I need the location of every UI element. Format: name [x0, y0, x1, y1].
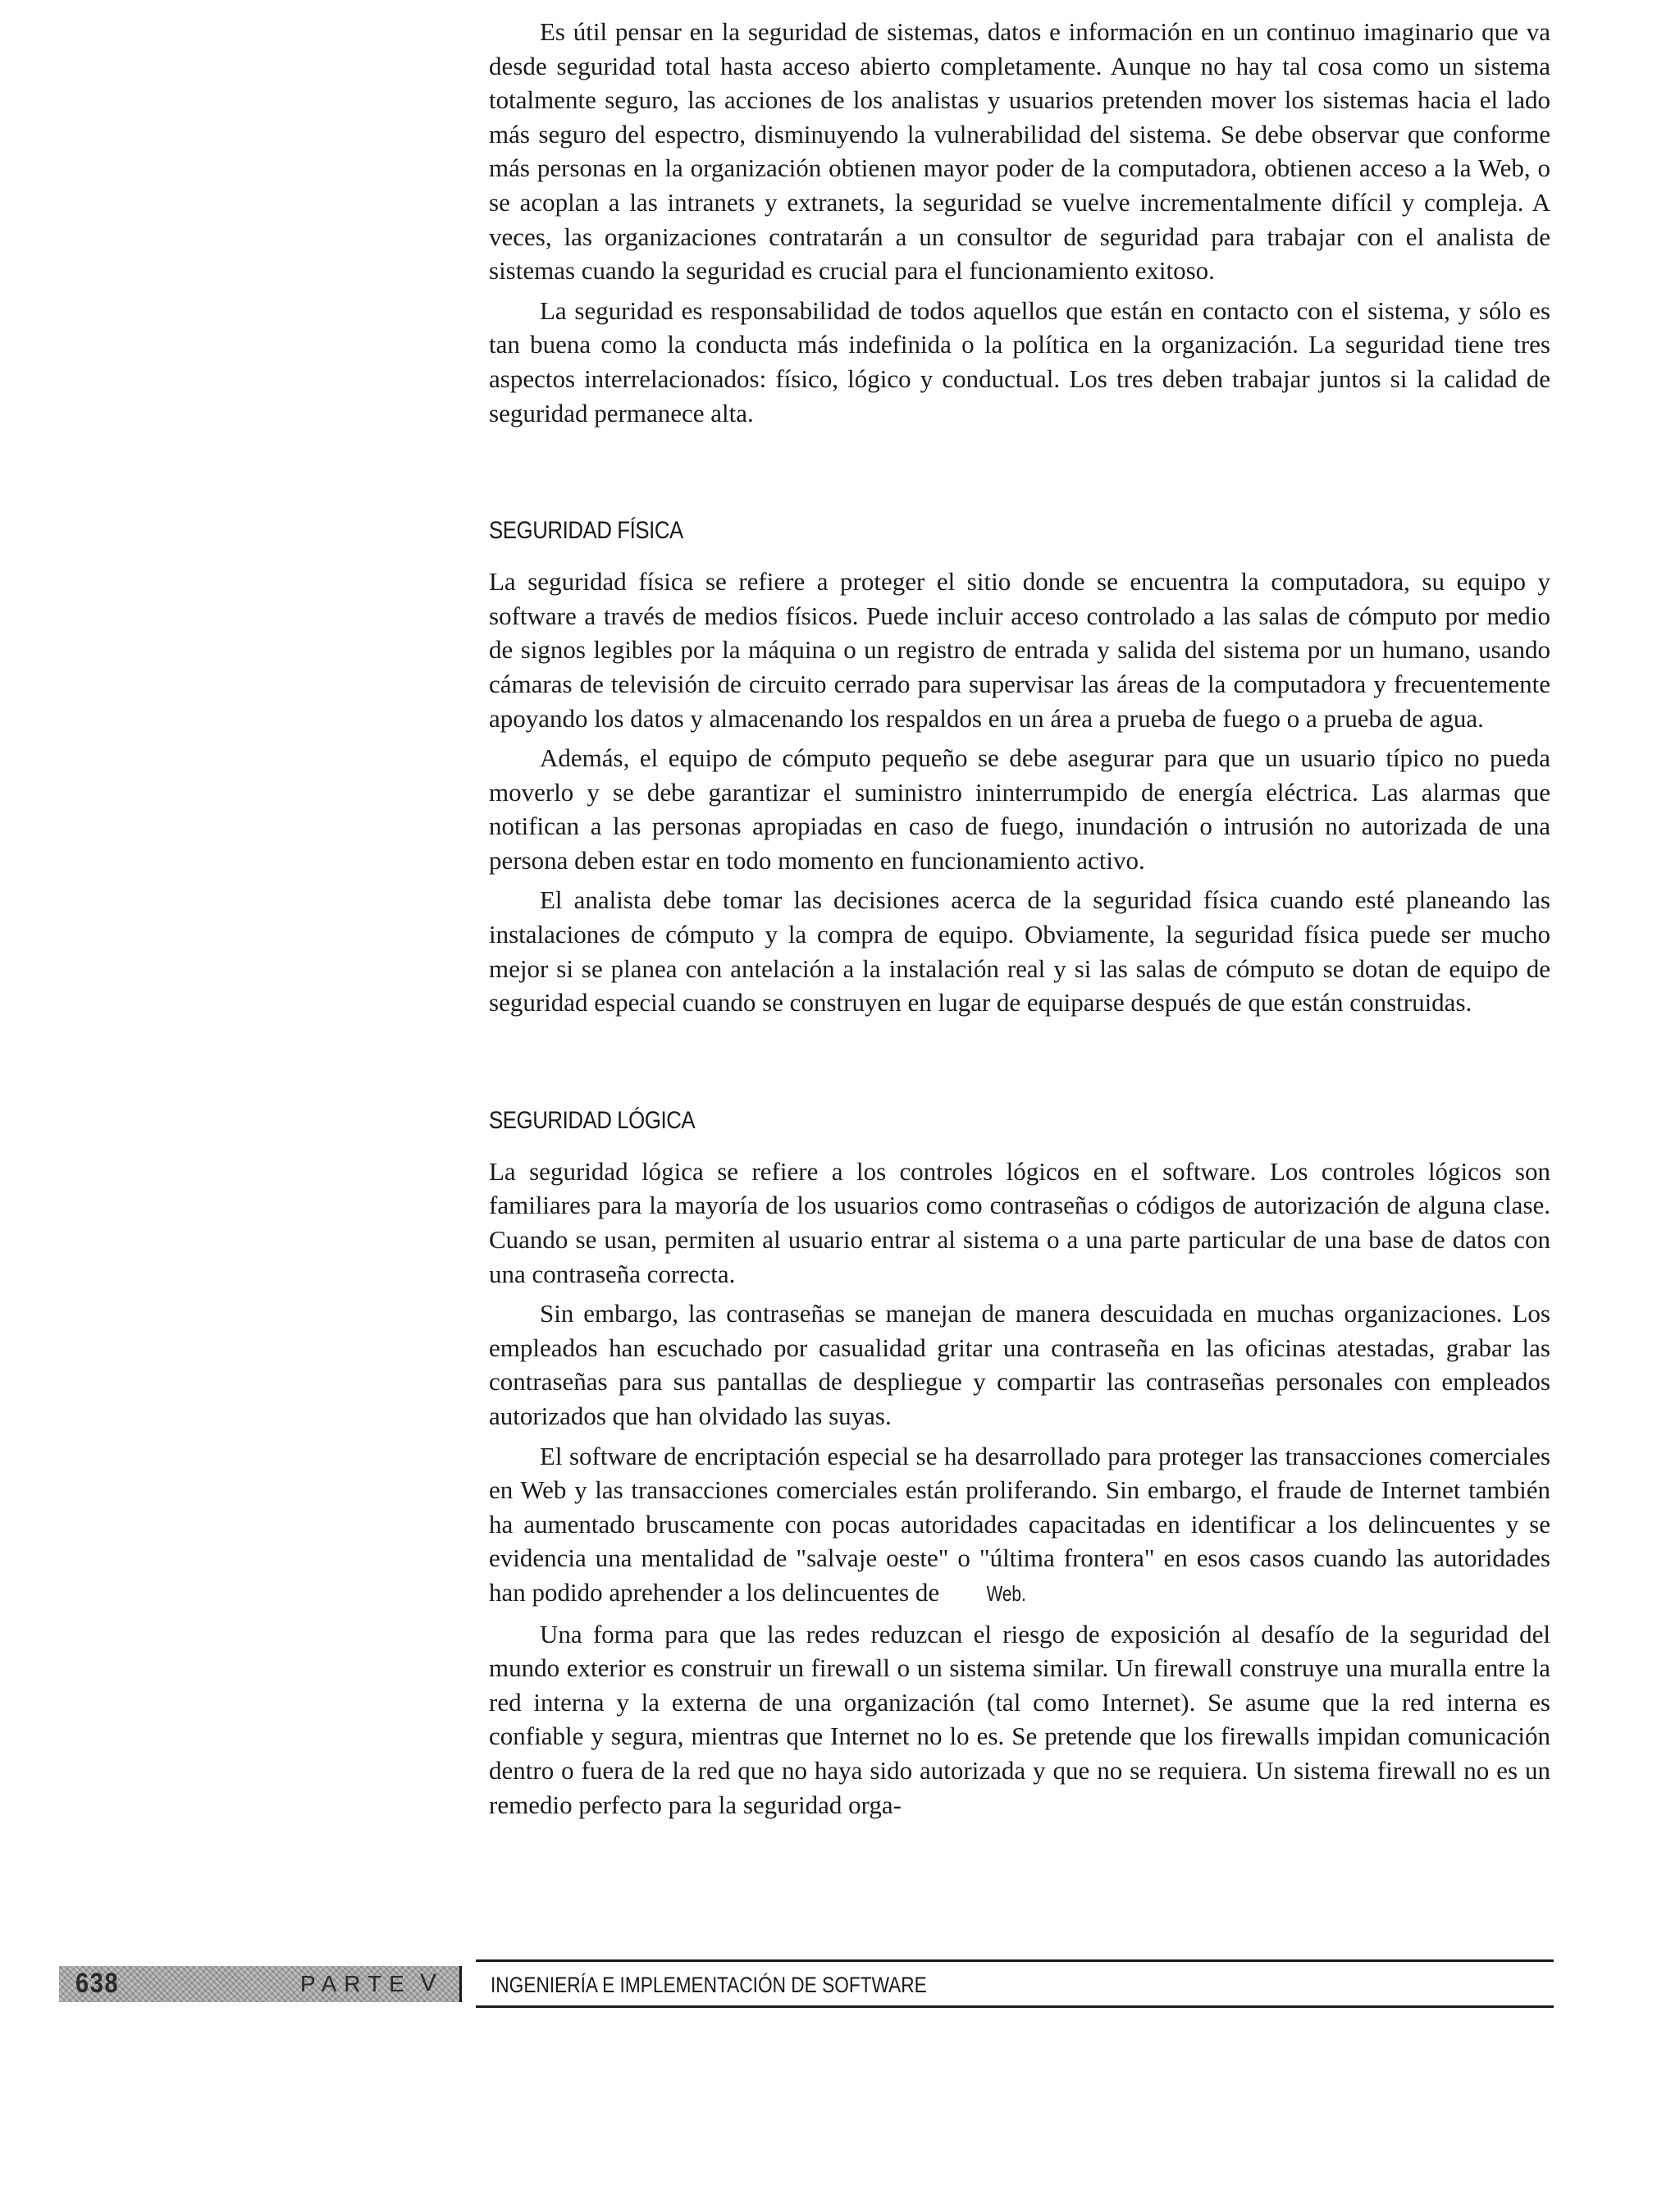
section-heading-seguridad-fisica: SEGURIDAD FÍSICA — [489, 517, 683, 545]
part-number: V — [420, 1969, 440, 1996]
footer-running-title: INGENIERÍA E IMPLEMENTACIÓN DE SOFTWARE — [491, 1973, 927, 1997]
fisica-paragraph-1: La seguridad física se refiere a proteger el sitio donde se encuentra la computadora, su equipo y software a través de medios físicos. Puede incluir acceso controlado a las salas de cómputo por medio de signos legibles por la máquina o un registro de entrada y salida del sistema por un humano, usando cámaras de televisión de circuito cerrado para supervisar las áreas de la computadora y frecuentemente apoyando los datos y almacenando los respaldos en un área a prueba de fuego o a prueba de agua. — [489, 567, 1550, 733]
part-label: PARTE — [300, 1971, 412, 1996]
logica-paragraph-2: Sin embargo, las contraseñas se manejan de manera descuidada en muchas organizaciones. Los empleados han escuchado por casualidad gritar una contraseña en las oficinas atestadas, grabar las contraseñas para sus pantallas de despliegue y compartir las contraseñas personales con empleados autorizados que han olvidado las suyas. — [489, 1299, 1550, 1430]
page-footer — [0, 1959, 1680, 2017]
logica-paragraph-3-text: El software de encriptación especial se ha desarrollado para proteger las transacciones comerciales en Web y las transacciones comerciales están proliferando. Sin embargo, el fraude de Internet también ha aumentado bruscamente con pocas autoridades capacitadas en identificar a los delincuentes y se evidencia una mentalidad de "salvaje oeste" o "última frontera" en esos casos cuando las autoridades han podido aprehender a los delincuentes de — [489, 1441, 1550, 1607]
footer-rule-bottom — [476, 2005, 1554, 2008]
page-number: 638 — [75, 1968, 120, 1999]
intro-paragraph-1: Es útil pensar en la seguridad de sistemas, datos e información en un continuo imaginario que va desde seguridad total hasta acceso abierto completamente. Aunque no hay tal cosa como un sistema totalmente seguro, las acciones de los analistas y usuarios pretenden mover los sistemas hacia el lado más seguro del espectro, disminuyendo la vulnerabilidad del sistema. Se debe observar que conforme más personas en la organización obtienen mayor poder de la computadora, obtienen acceso a la Web, o se acoplan a las intranets y extranets, la seguridad se vuelve incrementalmente difícil y compleja. A veces, las organizaciones contratarán a un consultor de seguridad para trabajar con el analista de sistemas cuando la seguridad es crucial para el funcionamiento exitoso. — [489, 17, 1550, 286]
logica-paragraph-3 — [489, 1439, 1550, 1612]
footer-rule-top — [476, 1959, 1554, 1962]
fisica-paragraph-2: Además, el equipo de cómputo pequeño se debe asegurar para que un usuario típico no pueda moverlo y se debe garantizar el suministro ininterrumpido de energía eléctrica. Las alarmas que notifican a las personas apropiadas en caso de fuego, inundación o intrusión no autorizada de una persona deben estar en todo momento en funcionamiento activo. — [489, 743, 1550, 875]
logica-paragraph-1: La seguridad lógica se refiere a los controles lógicos en el software. Los controles lógicos son familiares para la mayoría de los usuarios como contraseñas o códigos de autorización de alguna clase. Cuando se usan, permiten al usuario entrar al sistema o a una parte particular de una base de datos con una contraseña correcta. — [489, 1156, 1550, 1288]
intro-paragraph-2: La seguridad es responsabilidad de todos aquellos que están en contacto con el sistema, y sólo es tan buena como la conducta más indefinida o la política en la organización. La seguridad tiene tres aspectos interrelacionados: físico, lógico y conductual. Los tres deben trabajar juntos si la calidad de seguridad permanece alta. — [489, 295, 1550, 428]
section-heading-seguridad-logica: SEGURIDAD LÓGICA — [489, 1106, 696, 1134]
logica-paragraph-3-tail: Web. — [986, 1580, 1026, 1606]
logica-paragraph-4: Una forma para que las redes reduzcan el riesgo de exposición al desafío de la seguridad del mundo exterior es construir un firewall o un sistema similar. Un firewall construye una muralla entre la red interna y la externa de una organización (tal como Internet). Se asume que la red interna es confiable y segura, mientras que Internet no lo es. Se pretende que los firewalls impidan comunicación dentro o fuera de la red que no haya sido autorizada y que no se requiera. Un sistema firewall no es un remedio perfecto para la seguridad orga- — [489, 1619, 1550, 1819]
text-column — [489, 15, 1550, 1822]
fisica-paragraph-3: El analista debe tomar las decisiones acerca de la seguridad física cuando esté planeando las instalaciones de cómputo y la compra de equipo. Obviamente, la seguridad física puede ser mucho mejor si se planea con antelación a la instalación real y si las salas de cómputo se dotan de equipo de seguridad especial cuando se construyen en lugar de equiparse después de que están construidas. — [489, 885, 1550, 1017]
